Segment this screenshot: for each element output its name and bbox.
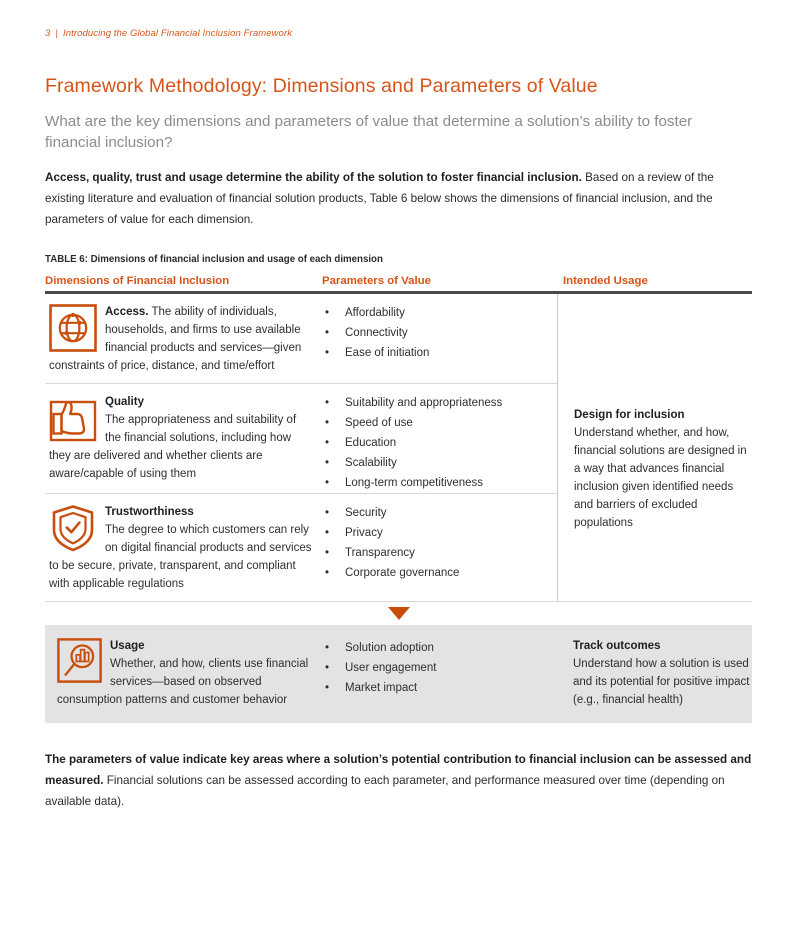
intro-lead: Access, quality, trust and usage determine the ability of the solution to foster financial inclusion. <box>45 171 582 184</box>
intended-usage-text: Understand whether, and how, financial solutions are designed in a way that advances financial inclusion given identified needs and barriers of excluded populations <box>574 427 747 529</box>
thumbs-up-icon <box>49 394 97 442</box>
closing-paragraph <box>45 749 752 812</box>
table-header-row <box>45 275 752 291</box>
table-row-trust-dimension <box>45 494 322 601</box>
usage-intended-text: Understand how a solution is used and its potential for positive impact (e.g., financial health) <box>573 658 750 706</box>
dimension-description: The ability of individuals, households, and firms to use available financial products and services—given constraints of price, distance, and time/effort <box>49 306 302 372</box>
column-header-dimensions: Dimensions of Financial Inclusion <box>45 275 230 287</box>
usage-intended-cell <box>557 637 752 709</box>
closing-lead: The parameters of value indicate key areas where a solution’s potential contribution to financial inclusion can be assessed and measured. <box>45 753 752 787</box>
intended-usage-title: Design for inclusion <box>574 409 685 421</box>
closing-rest: Financial solutions can be assessed according to each parameter, and performance measured over time (depending on available data). <box>45 774 725 808</box>
parameter-item: • Ease of initiation <box>322 343 551 363</box>
parameter-item: • Connectivity <box>322 323 551 343</box>
flow-arrow <box>45 602 752 625</box>
parameter-item: • Market impact <box>322 678 557 698</box>
parameter-item: • Long-term competitiveness <box>322 473 551 493</box>
table-row-quality-parameters <box>322 384 557 494</box>
page-number: 3 <box>45 28 51 39</box>
intro-rest: Based on a review of the existing literature and evaluation of financial solution products, Table 6 below shows the dimensions of financial inclusion, and the parameters of value for each dimension. <box>45 171 714 226</box>
page-title: Framework Methodology: Dimensions and Parameters of Value <box>45 75 598 97</box>
parameter-item: • Affordability <box>322 303 551 323</box>
parameter-item: • Transparency <box>322 543 551 563</box>
dimension-description: Whether, and how, clients use financial services—based on observed consumption patterns and customer behavior <box>57 658 309 706</box>
usage-parameters-cell <box>322 637 557 709</box>
parameter-item: • User engagement <box>322 658 557 678</box>
dimension-description: The appropriateness and suitability of the financial solutions, including how they are delivered and whether clients are aware/capable of using them <box>49 414 297 480</box>
running-header <box>45 28 752 39</box>
parameter-item: • Suitability and appropriateness <box>322 393 551 413</box>
parameter-item: • Solution adoption <box>322 638 557 658</box>
parameter-item: • Speed of use <box>322 413 551 433</box>
table-body <box>45 291 752 602</box>
intro-paragraph <box>45 167 752 230</box>
table-caption: TABLE 6: Dimensions of financial inclusion and usage of each dimension <box>45 254 383 265</box>
shield-check-icon <box>49 504 97 552</box>
page-subtitle: What are the key dimensions and parameters of value that determine a solution’s ability to foster financial inclusion? <box>45 113 693 151</box>
usage-dimension-cell <box>45 637 322 709</box>
header-separator: | <box>55 28 58 39</box>
dimension-term: Quality <box>105 396 144 408</box>
parameter-item: • Privacy <box>322 523 551 543</box>
dimension-term: Usage <box>110 640 145 652</box>
intended-usage-cell <box>557 294 752 601</box>
parameter-item: • Scalability <box>322 453 551 473</box>
dimension-description: The degree to which customers can rely on digital financial products and services to be secure, private, transparent, and compliant with applicable regulations <box>49 524 312 590</box>
globe-icon <box>49 304 97 352</box>
parameter-item: • Corporate governance <box>322 563 551 583</box>
down-arrow-icon <box>388 607 410 620</box>
column-header-parameters: Parameters of Value <box>322 275 431 287</box>
table-row-trust-parameters <box>322 494 557 601</box>
column-header-intended-usage: Intended Usage <box>563 275 648 287</box>
dimension-term: Access. <box>105 306 149 318</box>
parameter-item: • Education <box>322 433 551 453</box>
table-row-access-parameters <box>322 294 557 384</box>
dimension-term: Trustworthiness <box>105 506 194 518</box>
running-title: Introducing the Global Financial Inclusion Framework <box>62 28 293 39</box>
table-row-access-dimension <box>45 294 322 384</box>
magnifier-chart-icon <box>57 638 102 683</box>
usage-row-box <box>45 625 752 723</box>
parameter-item: • Security <box>322 503 551 523</box>
usage-intended-title: Track outcomes <box>573 640 661 652</box>
table-row-quality-dimension <box>45 384 322 494</box>
